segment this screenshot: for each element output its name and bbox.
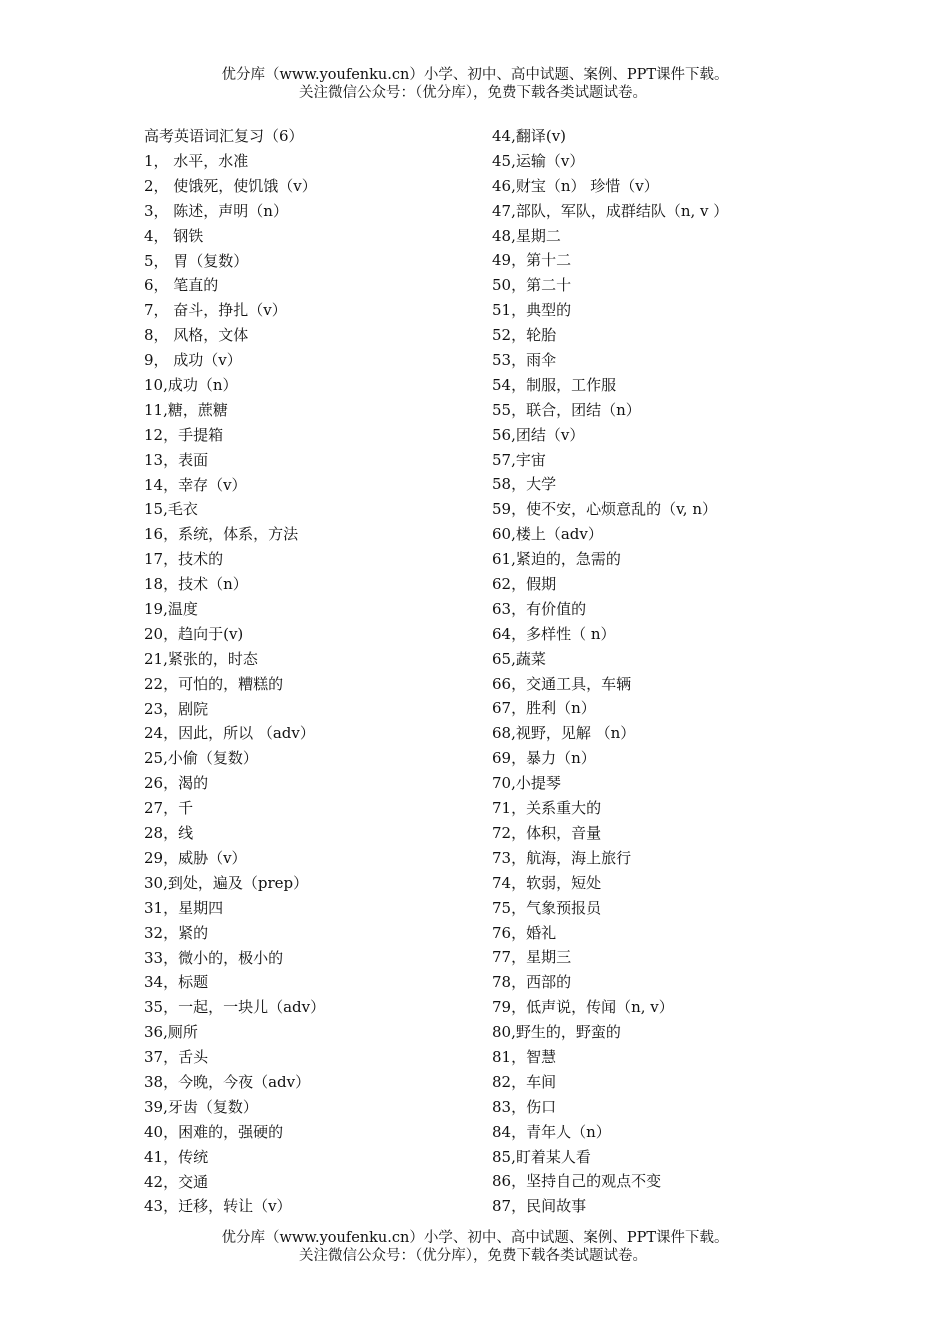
vocab-item: 86，坚持自己的观点不变	[492, 1172, 662, 1191]
vocab-item: 15,毛衣	[144, 500, 198, 519]
vocab-item: 18，技术（n）	[144, 575, 248, 594]
vocab-item: 81，智慧	[492, 1047, 557, 1066]
vocab-item: 80,野生的，野蛮的	[492, 1023, 621, 1042]
vocab-item: 51，典型的	[492, 301, 572, 320]
vocab-item: 36,厕所	[144, 1023, 198, 1042]
vocab-item: 31，星期四	[144, 898, 224, 917]
vocab-item: 85,盯着某人看	[492, 1147, 591, 1166]
vocab-item: 71，关系重大的	[492, 799, 602, 818]
vocab-item: 61,紧迫的，急需的	[492, 550, 621, 569]
vocab-item: 26，渴的	[144, 774, 209, 793]
vocab-item: 30,到处，遍及（prep）	[144, 873, 309, 892]
vocab-item: 41，传统	[144, 1147, 209, 1166]
header-line-2: 关注微信公众号：（优分库），免费下载各类试题试卷。	[299, 85, 647, 101]
vocab-item: 73，航海，海上旅行	[492, 848, 632, 867]
vocab-item: 44,翻译(v)	[492, 127, 567, 145]
vocab-item: 62，假期	[492, 575, 557, 594]
vocab-item: 42，交通	[144, 1172, 209, 1191]
vocab-item: 17，技术的	[144, 550, 224, 569]
vocab-item: 13，表面	[144, 450, 209, 469]
vocab-item: 84，青年人（n）	[492, 1122, 611, 1141]
vocab-item: 78，西部的	[492, 973, 572, 992]
vocab-item: 75，气象预报员	[492, 898, 602, 917]
vocab-item: 27，千	[144, 799, 194, 818]
vocab-item: 20，趋向于(v)	[144, 624, 244, 643]
vocab-item: 21,紧张的，时态	[144, 649, 258, 668]
vocab-item: 69，暴力（n）	[492, 749, 596, 768]
vocab-item: 79，低声说，传闻（n, v）	[492, 998, 674, 1017]
vocab-item: 7， 奋斗，挣扎（v）	[144, 301, 287, 320]
vocab-item: 28，线	[144, 824, 194, 843]
vocab-item: 6， 笔直的	[144, 276, 219, 295]
vocab-item: 38，今晚，今夜（adv）	[144, 1072, 311, 1091]
vocab-item: 52，轮胎	[492, 326, 557, 345]
vocab-item: 24，因此，所以 （adv）	[144, 724, 315, 743]
vocab-list-left	[144, 149, 325, 1219]
vocab-item: 5， 胃（复数）	[144, 251, 249, 270]
vocab-item: 83，伤口	[492, 1097, 557, 1116]
vocab-item: 34，标题	[144, 973, 209, 992]
vocab-item: 66，交通工具，车辆	[492, 674, 632, 693]
vocab-item: 25,小偷（复数）	[144, 749, 258, 768]
vocab-item: 46,财宝（n） 珍惜（v）	[492, 176, 659, 195]
vocab-item: 19,温度	[144, 600, 198, 619]
vocab-item: 65,蔬菜	[492, 649, 546, 668]
footer-line-2: 关注微信公众号：（优分库），免费下载各类试题试卷。	[299, 1248, 647, 1264]
vocab-item: 37，舌头	[144, 1048, 209, 1067]
vocab-item: 9， 成功（v）	[144, 351, 242, 370]
vocab-item: 33，微小的，极小的	[144, 948, 284, 967]
footer-line-1: 优分库（www.youfenku.cn）小学、初中、高中试题、案例、PPT课件下载。	[221, 1230, 729, 1246]
vocab-item: 14，幸存（v）	[144, 475, 247, 494]
vocab-item: 45,运输（v）	[492, 151, 585, 170]
vocab-item: 67，胜利（n）	[492, 699, 596, 718]
vocab-item: 1， 水平，水准	[144, 152, 249, 170]
vocab-item: 60,楼上（adv）	[492, 525, 603, 544]
vocab-item: 82，车间	[492, 1072, 557, 1091]
document-title: 高考英语词汇复习（6）	[144, 127, 304, 145]
vocab-item: 10,成功（n）	[144, 376, 238, 395]
vocab-list-right	[492, 124, 728, 1219]
vocab-item: 74，软弱，短处	[492, 873, 602, 892]
vocab-item: 16，系统，体系，方法	[144, 525, 299, 544]
vocab-item: 87，民间故事	[492, 1197, 587, 1216]
vocab-item: 58，大学	[492, 475, 557, 494]
vocab-item: 72，体积，音量	[492, 823, 602, 842]
vocab-item: 70,小提琴	[492, 774, 561, 793]
vocab-item: 56,团结（v）	[492, 425, 585, 444]
vocab-item: 49，第十二	[492, 251, 572, 270]
vocab-item: 35，一起，一块儿（adv）	[144, 998, 326, 1017]
vocab-item: 54，制服，工作服	[492, 375, 617, 394]
vocab-item: 23，剧院	[144, 699, 209, 718]
vocab-item: 76，婚礼	[492, 923, 557, 942]
vocab-item: 43，迁移，转让（v）	[144, 1197, 292, 1216]
vocab-item: 39,牙齿（复数）	[144, 1097, 258, 1116]
vocab-item: 47,部队，军队，成群结队（n, v ）	[492, 201, 729, 220]
vocab-item: 68,视野，见解 （n）	[492, 724, 636, 743]
vocab-item: 40，困难的，强硬的	[144, 1122, 284, 1141]
vocab-item: 59，使不安，心烦意乱的（v, n）	[492, 500, 717, 519]
vocab-item: 57,宇宙	[492, 450, 546, 469]
footer-banner	[0, 1229, 950, 1265]
vocab-item: 63，有价值的	[492, 599, 587, 618]
vocab-item: 50，第二十	[492, 276, 572, 295]
vocab-item: 2， 使饿死，使饥饿（v）	[144, 176, 317, 195]
vocab-item: 32，紧的	[144, 923, 209, 942]
vocab-item: 55，联合，团结（n）	[492, 400, 641, 419]
vocab-item: 64，多样性（ n）	[492, 624, 616, 643]
header-line-1: 优分库（www.youfenku.cn）小学、初中、高中试题、案例、PPT课件下载。	[221, 67, 729, 83]
vocab-item: 3， 陈述，声明（n）	[144, 201, 288, 220]
vocab-item: 29，威胁（v）	[144, 848, 247, 867]
vocab-item: 77，星期三	[492, 948, 572, 967]
vocab-item: 4， 钢铁	[144, 226, 204, 245]
vocab-item: 8， 风格，文体	[144, 326, 249, 345]
vocab-item: 48,星期二	[492, 226, 561, 245]
vocab-item: 22，可怕的，糟糕的	[144, 674, 284, 693]
vocab-item: 11,糖，蔗糖	[144, 400, 228, 419]
vocab-item: 53，雨伞	[492, 351, 557, 370]
header-banner	[0, 66, 950, 102]
vocab-item: 12，手提箱	[144, 425, 224, 444]
